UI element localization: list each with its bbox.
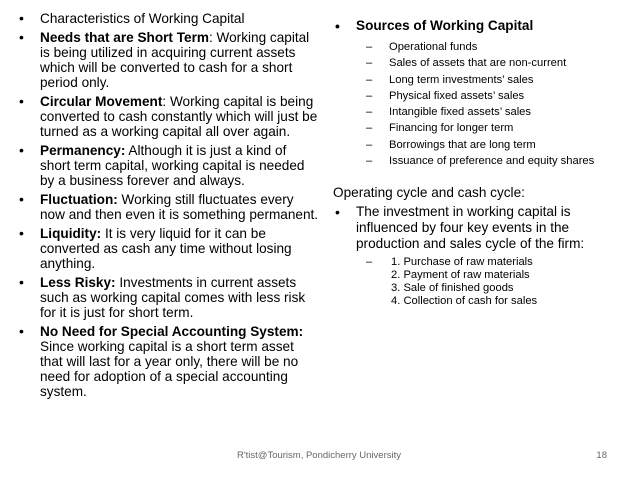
list-item: – Intangible fixed assets’ sales	[366, 104, 633, 120]
item-text: Investments in current assets such as working capital comes with less risk for it is just for short term.	[40, 275, 306, 320]
sources-title	[333, 18, 633, 169]
item-text: Although it is just a kind of short term capital, working capital is needed by a business forever and always.	[40, 143, 305, 188]
page-number: 18	[596, 450, 607, 461]
list-item: – Physical fixed assets’ sales	[366, 88, 633, 104]
item-text: : Working capital is being utilized in acquiring current assets which will be converted to cash for a short period only.	[40, 30, 310, 90]
characteristics-list	[17, 11, 319, 399]
item-text: Since working capital is a short term asset that will last for a year only, there will be no need for adoption of a special accounting system.	[40, 339, 299, 399]
right-column	[333, 18, 633, 308]
cycle-bullet-text: The investment in working capital is influenced by four key events in the production and sales cycle of the firm:	[356, 204, 585, 252]
list-item: 4. Collection of cash for sales	[391, 295, 538, 308]
list-item: – Long term investments’ sales	[366, 72, 633, 88]
list-item: – Operational funds	[366, 39, 633, 55]
sources-section	[333, 18, 633, 169]
list-item	[17, 226, 319, 271]
item-label: Permanency:	[40, 143, 126, 158]
item-label: Liquidity:	[40, 226, 102, 241]
item-label: No Need for Special Accounting System:	[40, 324, 304, 339]
list-item: 2. Payment of raw materials	[391, 269, 530, 282]
cycle-section	[333, 204, 633, 308]
cycle-heading: Operating cycle and cash cycle:	[333, 185, 525, 201]
item-text: Working still fluctuates every now and then even it is something permanent.	[40, 192, 319, 222]
sources-list	[366, 39, 633, 169]
list-item	[17, 324, 319, 399]
item-text: Characteristics of Working Capital	[40, 11, 245, 26]
item-label: Fluctuation:	[40, 192, 118, 207]
list-item	[17, 11, 319, 26]
steps-list	[366, 256, 633, 308]
item-label: Less Risky:	[40, 275, 116, 290]
item-text: It is very liquid for it can be converted as cash any time without losing anything.	[40, 226, 292, 271]
list-item	[17, 94, 319, 139]
list-item	[17, 192, 319, 222]
list-item: – Financing for longer term	[366, 120, 633, 136]
item-label: Needs that are Short Term	[40, 30, 209, 45]
list-item	[17, 143, 319, 188]
list-item: – Sales of assets that are non-current	[366, 55, 633, 71]
cycle-bullet	[333, 204, 633, 308]
sources-title-text: Sources of Working Capital	[356, 18, 534, 33]
list-item	[17, 30, 319, 90]
list-item	[17, 275, 319, 320]
list-item: – Issuance of preference and equity shares	[366, 153, 633, 169]
item-label: Circular Movement	[40, 94, 163, 109]
left-column	[17, 11, 319, 403]
list-item: – 1. Purchase of raw materials	[366, 256, 633, 269]
footer-credit: R'tist@Tourism, Pondicherry University	[236, 450, 402, 461]
item-text: : Working capital is being converted to cash constantly which will just be turned as a working capital all over again.	[40, 94, 318, 139]
list-item: 3. Sale of finished goods	[391, 282, 514, 295]
list-item: – Borrowings that are long term	[366, 137, 633, 153]
